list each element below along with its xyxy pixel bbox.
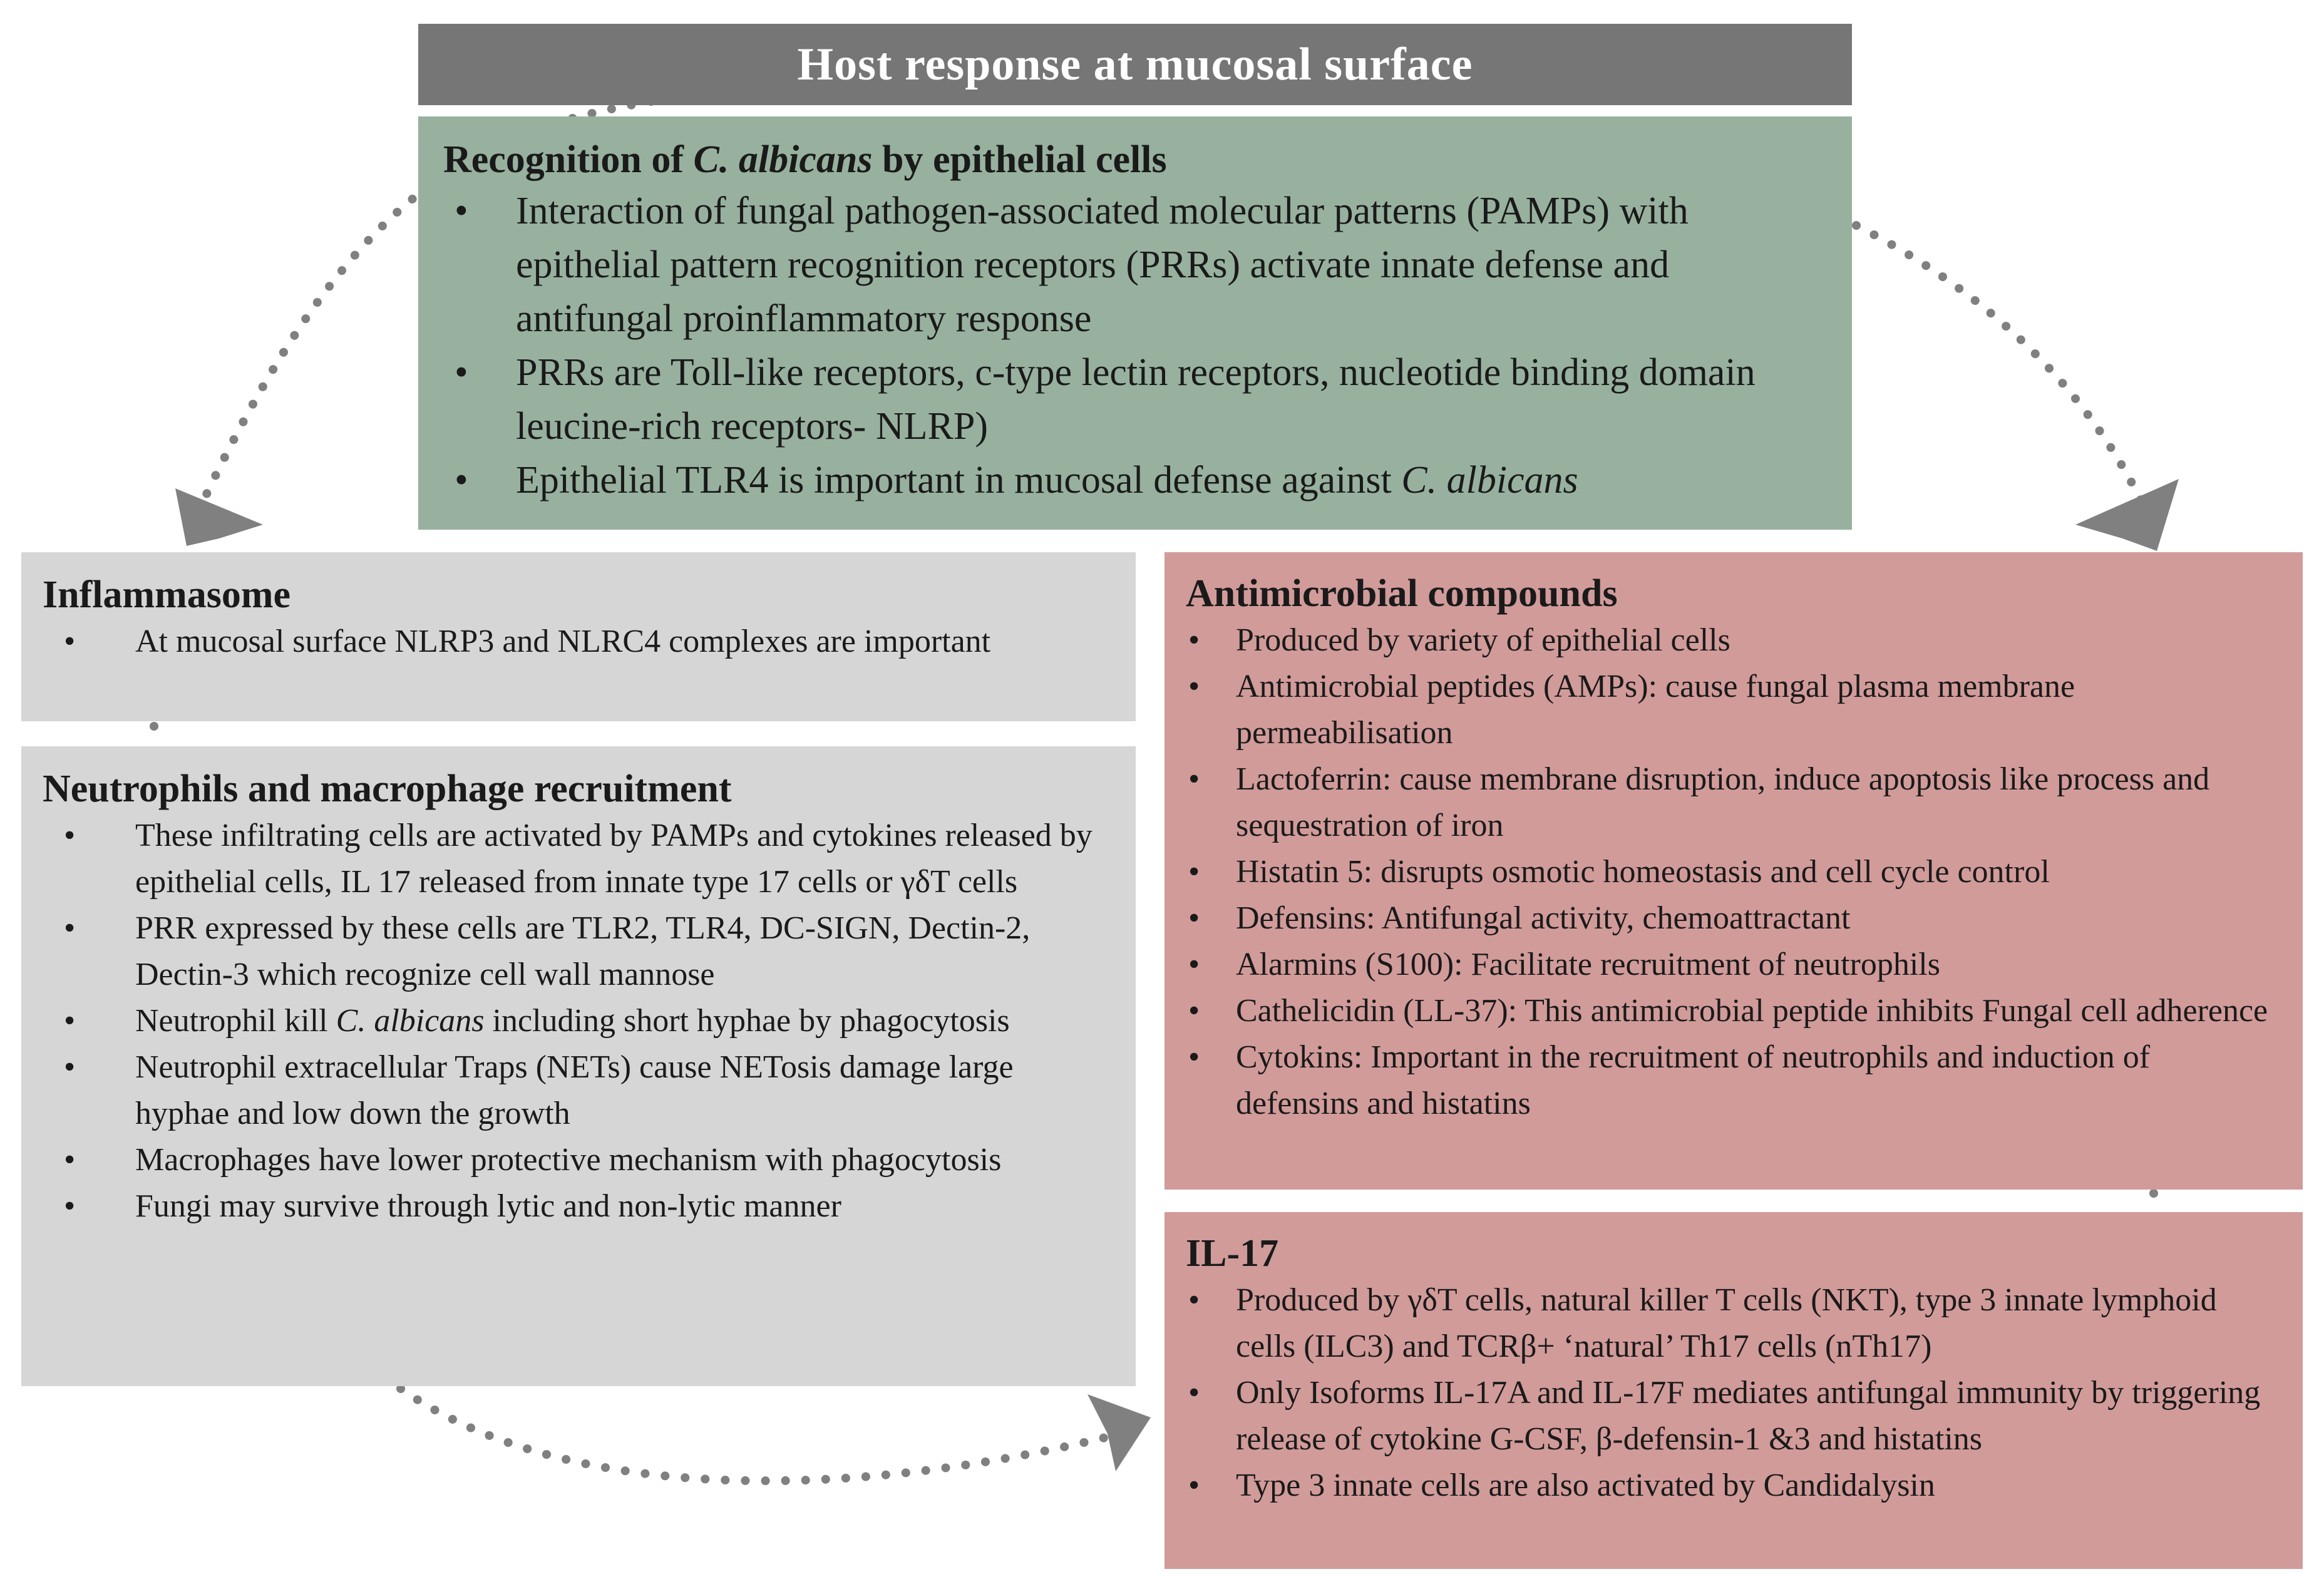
- species-name: C. albicans: [1401, 459, 1578, 501]
- list-item: [43, 813, 1111, 905]
- list-item: [1186, 664, 2278, 756]
- list-item: [443, 346, 1827, 453]
- text-segment: Cytokins: Important in the recruitment of neutrophils and induction of defensins and histatins: [1236, 1039, 2151, 1121]
- diagram-title: Host response at mucosal surface: [418, 24, 1852, 105]
- text-segment: These infiltrating cells are activated by PAMPs and cytokines released by epithelial cells, IL 17 released from innate type 17 cells or γδT cells: [135, 818, 1093, 900]
- list-item: [1186, 1463, 2278, 1509]
- species-name: C. albicans: [336, 1003, 485, 1039]
- arrowhead-bottom: [1087, 1394, 1151, 1471]
- dotted-arc-bottom: [401, 1389, 1121, 1481]
- arrowhead-right: [2075, 479, 2179, 551]
- text-segment: Cathelicidin (LL-37): This antimicrobial peptide inhibits Fungal cell adherence: [1236, 993, 2268, 1029]
- text-segment: by epithelial cells: [872, 138, 1167, 181]
- text-segment: Produced by γδT cells, natural killer T cells (NKT), type 3 innate lymphoid cells (ILC3) and TCRβ+ ‘natural’ Th17 cells (nTh17): [1236, 1282, 2217, 1364]
- list-item: [443, 453, 1827, 507]
- neutrophils-heading: Neutrophils and macrophage recruitment: [43, 768, 732, 810]
- inflammasome-list: [43, 619, 1111, 665]
- text-segment: Fungi may survive through lytic and non-lytic manner: [135, 1188, 841, 1224]
- il17-list: [1186, 1277, 2278, 1509]
- antimicrobial-box: [1165, 552, 2303, 1190]
- list-item: [43, 998, 1111, 1044]
- list-item: [1186, 617, 2278, 664]
- text-segment: Type 3 innate cells are also activated by Candidalysin: [1236, 1468, 1935, 1503]
- text-segment: Produced by variety of epithelial cells: [1236, 622, 1730, 658]
- text-segment: Neutrophil extracellular Traps (NETs) cause NETosis damage large hyphae and low down the growth: [135, 1049, 1014, 1131]
- text-segment: Antimicrobial peptides (AMPs): cause fungal plasma membrane permeabilisation: [1236, 669, 2075, 751]
- list-item: [1186, 988, 2278, 1034]
- list-item: [43, 619, 1111, 665]
- text-segment: At mucosal surface NLRP3 and NLRC4 complexes are important: [135, 624, 991, 659]
- list-item: [43, 1137, 1111, 1183]
- text-segment: Lactoferrin: cause membrane disruption, induce apoptosis like process and sequestration of iron: [1236, 761, 2210, 843]
- text-segment: Defensins: Antifungal activity, chemoattractant: [1236, 900, 1851, 936]
- text-segment: Histatin 5: disrupts osmotic homeostasis and cell cycle control: [1236, 854, 2050, 890]
- il17-heading: IL-17: [1186, 1232, 1279, 1275]
- list-item: [443, 184, 1827, 346]
- dotted-arc-top-right: [1856, 225, 2141, 501]
- neutrophils-box: [21, 746, 1136, 1386]
- list-item: [43, 1044, 1111, 1137]
- text-segment: Macrophages have lower protective mechanism with phagocytosis: [135, 1142, 1002, 1178]
- inflammasome-box: [21, 552, 1136, 721]
- list-item: [1186, 1277, 2278, 1370]
- list-item: [43, 905, 1111, 998]
- text-segment: including short hyphae by phagocytosis: [484, 1003, 1010, 1039]
- text-segment: Recognition of: [443, 138, 694, 181]
- text-segment: Neutrophil kill: [135, 1003, 336, 1039]
- list-item: [1186, 895, 2278, 942]
- text-segment: Epithelial TLR4 is important in mucosal defense against: [516, 459, 1402, 501]
- list-item: [1186, 849, 2278, 895]
- text-segment: PRRs are Toll-like receptors, c-type lectin receptors, nucleotide binding domain leucine-rich receptors- NLRP): [516, 351, 1756, 448]
- recognition-list: [443, 184, 1827, 507]
- recognition-heading: [443, 135, 1827, 184]
- antimicrobial-heading: Antimicrobial compounds: [1186, 572, 1618, 615]
- list-item: [1186, 756, 2278, 849]
- recognition-box: [418, 116, 1852, 530]
- inflammasome-heading: Inflammasome: [43, 573, 291, 616]
- list-item: [1186, 1370, 2278, 1463]
- list-item: [1186, 1034, 2278, 1127]
- antimicrobial-list: [1186, 617, 2278, 1127]
- arrowhead-left: [175, 488, 263, 546]
- list-item: [43, 1183, 1111, 1230]
- species-name: C. albicans: [693, 138, 873, 181]
- text-segment: Alarmins (S100): Facilitate recruitment of neutrophils: [1236, 947, 1940, 982]
- il17-box: [1165, 1212, 2303, 1569]
- neutrophils-list: [43, 813, 1111, 1230]
- text-segment: Only Isoforms IL-17A and IL-17F mediates antifungal immunity by triggering release of cytokine G-CSF, β-defensin-1 &3 and histatins: [1236, 1375, 2261, 1457]
- text-segment: PRR expressed by these cells are TLR2, TLR4, DC-SIGN, Dectin-2, Dectin-3 which recognize cell wall mannose: [135, 910, 1031, 992]
- text-segment: Interaction of fungal pathogen-associated molecular patterns (PAMPs) with epithelial pattern recognition receptors (PRRs) activate innate defense and antifungal proinflammatory response: [516, 190, 1689, 340]
- list-item: [1186, 942, 2278, 988]
